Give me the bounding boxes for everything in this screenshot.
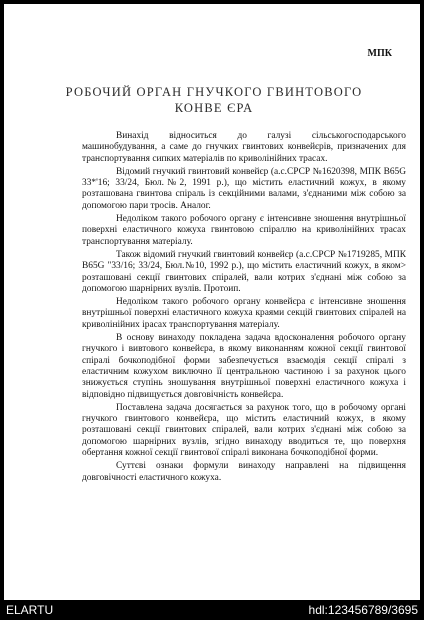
footer-bar (0, 600, 424, 620)
paragraph-field-of-invention: Винахід відноситься до галузі сільськогосподарського машинобудування, а саме до гнучких гвинтових конвейєрів, призначених для транспортування сипких матеріалів по криволінійних трасах. (82, 131, 406, 164)
document-title (44, 84, 384, 116)
document-page (4, 4, 420, 600)
paragraph-solution: Поставлена задача досягається за рахунок того, що в робочому органі гнучкого гвинтового конвейєра, що містить еластичний кожух, в якому розташовані секції гвинтових спіралей, вали котрих з'єднані між собою за допомогою шарнірних вузлів, згідно винаходу вводиться те, що поверхня обертання кожної секції гвинтової спіралі виконана бочкоподібної форми. (82, 402, 406, 459)
paragraph-task: В основу винаходу покладена задача вдосконалення робочого органу гнучкого і вивтового конвейєра, в якому виконанням кожної секції гвинтової спіралі бочкоподібної форми забезпечується взаємодія секції спіралі з еластичним кожухом виключно її центральною частиною і за рахунок цього знижується ступінь зношування внутрішньої поверхні еластичного кожуха і відповідно підвищується довговічність конвейєра. (82, 333, 406, 400)
repository-name: ELARTU (6, 603, 54, 617)
paragraph-essential-features: Суттєві ознаки формули винаходу направлені на підвищення довговічності еластичного кожуха. (82, 461, 406, 483)
title-line-1: РОБОЧИЙ ОРГАН ГНУЧКОГО ГВИНТОВОГО (65, 85, 363, 99)
paragraph-analog-drawback: Недоліком такого робочого органу є інтенсивне зношення внутрішньої поверхні еластичного кожуха гвинтовою спіраллю на криволінійних трасах транспортування матеріалу. (82, 214, 406, 247)
handle-identifier: hdl:123456789/3695 (308, 603, 418, 617)
paragraph-prototype: Також відомий гнучкий гвинтовий конвейєр (а.с.СРСР №1719285, МПК B65G "33/16; 33/24, Бюл.№10, 1992 р.), що містить еластичний кожух, в яком> розташовані секції гвинтових спіралей, вали котрих з'єднані між собою за допомогою шарнірних вузлів. Протоип. (82, 249, 406, 294)
classification-label: МПК (367, 48, 392, 59)
title-line-2: КОНВЕ ЄРА (174, 101, 254, 115)
document-body (82, 131, 406, 486)
paragraph-prototype-drawback: Недоліком такого робочого органу конвейєра є інтенсивне зношення внутрішньої поверхні еластичного кожуха краями секцій гвинтових спіралей на криволінійних ірасах транспортування матеріалу. (82, 297, 406, 330)
paragraph-analog: Відомий гнучкий гвинтовий конвейєр (а.с.СРСР №1620398, МПК B65G 33*'16; 33/24, Бюл.№2, 1991 р.), що містить еластичний кожух, в якому розташована гвинтова спіраль із секційними валами, з'єднаними між собою за допомогою пари тросів. Аналог. (82, 166, 406, 211)
